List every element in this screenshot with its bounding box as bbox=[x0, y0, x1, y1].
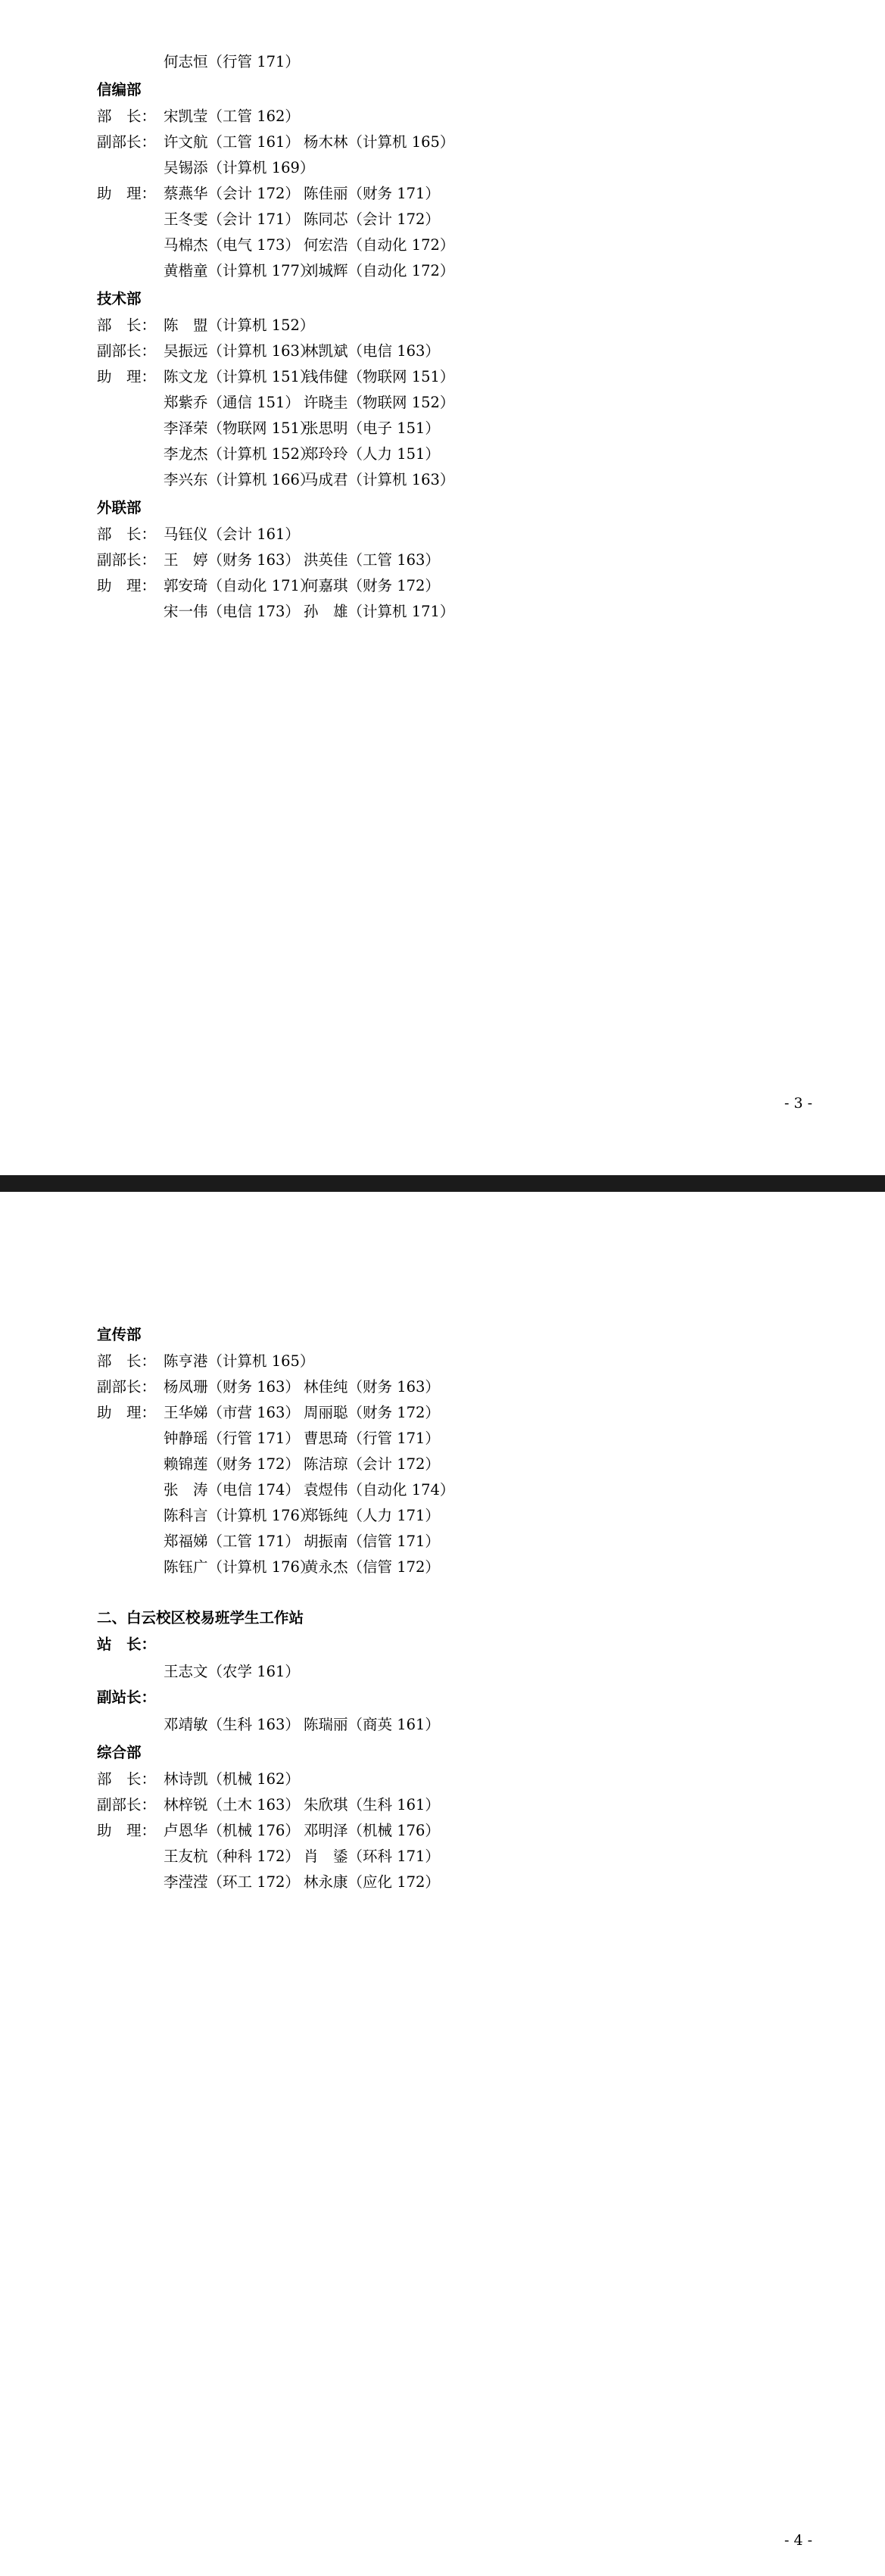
document-page-3 bbox=[0, 0, 885, 1175]
row-col1: 许文航（工管 161） bbox=[164, 133, 300, 151]
row-label: 部 长： bbox=[97, 108, 157, 125]
row-col2: 孙 雄（计算机 171） bbox=[304, 603, 455, 620]
roster-row bbox=[97, 1819, 812, 1845]
row-label: 副部长： bbox=[97, 342, 157, 360]
document-page-4 bbox=[0, 1192, 885, 2576]
row-label: 助 理： bbox=[97, 1822, 157, 1839]
row-col2: 林永康（应化 172） bbox=[304, 1873, 440, 1891]
row-col2: 肖 鋈（环科 171） bbox=[304, 1848, 440, 1865]
roster-row bbox=[97, 1555, 812, 1581]
roster-row bbox=[97, 1478, 812, 1504]
roster-row bbox=[97, 1660, 812, 1686]
row-label: 助 理： bbox=[97, 185, 157, 202]
row-col2: 刘城辉（自动化 172） bbox=[304, 262, 455, 279]
roster-row bbox=[97, 233, 812, 259]
row-col2: 马成君（计算机 163） bbox=[304, 471, 455, 488]
section-heading: 外联部 bbox=[97, 499, 142, 516]
roster-row bbox=[97, 1504, 812, 1530]
row-col1: 李龙杰（计算机 152） bbox=[164, 445, 315, 463]
section-heading-numbered: 二、白云校区校易班学生工作站 bbox=[97, 1609, 304, 1626]
row-col2: 曹思琦（行管 171） bbox=[304, 1430, 440, 1447]
row-col1: 陈科言（计算机 176） bbox=[164, 1507, 315, 1524]
page-separator bbox=[0, 1175, 885, 1192]
roster-row bbox=[97, 1452, 812, 1478]
roster-row-heading bbox=[97, 1633, 812, 1660]
row-col1: 宋一伟（电信 173） bbox=[164, 603, 300, 620]
roster-row bbox=[97, 1375, 812, 1401]
roster-row bbox=[97, 104, 812, 130]
row-col2: 郑玲玲（人力 151） bbox=[304, 445, 440, 463]
roster-row bbox=[97, 1530, 812, 1555]
row-col1: 林梓锐（土木 163） bbox=[164, 1796, 300, 1813]
row-col1: 张 涛（电信 174） bbox=[164, 1481, 300, 1499]
row-col2: 周丽聪（财务 172） bbox=[304, 1404, 440, 1421]
row-col1: 吴振远（计算机 163） bbox=[164, 342, 315, 360]
roster-row bbox=[97, 365, 812, 391]
roster-row bbox=[97, 600, 812, 625]
section-heading: 信编部 bbox=[97, 81, 142, 98]
row-label: 助 理： bbox=[97, 577, 157, 594]
roster-row bbox=[97, 313, 812, 339]
row-col2: 陈佳丽（财务 171） bbox=[304, 185, 440, 202]
row-col1: 卢恩华（机械 176） bbox=[164, 1822, 300, 1839]
row-col2: 袁煜伟（自动化 174） bbox=[304, 1481, 455, 1499]
row-col1: 吴锡添（计算机 169） bbox=[164, 159, 315, 176]
row-col1: 李滢滢（环工 172） bbox=[164, 1873, 300, 1891]
roster-row bbox=[97, 259, 812, 285]
row-col2: 何嘉琪（财务 172） bbox=[304, 577, 440, 594]
row-col1: 林诗凯（机械 162） bbox=[164, 1770, 300, 1788]
row-col2: 邓明泽（机械 176） bbox=[304, 1822, 440, 1839]
roster-row bbox=[97, 1349, 812, 1375]
roster-row bbox=[97, 1713, 812, 1739]
row-col1: 马钰仪（会计 161） bbox=[164, 525, 300, 543]
row-col2: 胡振南（信管 171） bbox=[304, 1533, 440, 1550]
row-col2: 黄永杰（信管 172） bbox=[304, 1558, 440, 1576]
row-col1: 蔡燕华（会计 172） bbox=[164, 185, 300, 202]
row-label: 部 长： bbox=[97, 317, 157, 334]
row-label: 站 长： bbox=[97, 1636, 157, 1653]
page-4-body bbox=[0, 1192, 885, 1896]
row-col1: 陈文龙（计算机 151） bbox=[164, 368, 315, 385]
row-label: 部 长： bbox=[97, 1352, 157, 1370]
roster-row bbox=[97, 1870, 812, 1896]
row-col2: 张思明（电子 151） bbox=[304, 419, 440, 437]
roster-row bbox=[97, 574, 812, 600]
row-col1: 李兴东（计算机 166） bbox=[164, 471, 315, 488]
roster-row bbox=[97, 1845, 812, 1870]
roster-row bbox=[97, 1793, 812, 1819]
row-col2: 陈洁琼（会计 172） bbox=[304, 1455, 440, 1473]
row-col2: 杨木林（计算机 165） bbox=[304, 133, 455, 151]
row-col1: 钟静瑶（行管 171） bbox=[164, 1430, 300, 1447]
page-number: - 4 - bbox=[784, 2532, 812, 2549]
row-label: 副部长： bbox=[97, 1796, 157, 1813]
row-col2: 林凯斌（电信 163） bbox=[304, 342, 440, 360]
row-col1: 郑福娣（工管 171） bbox=[164, 1533, 300, 1550]
page-3-body bbox=[0, 0, 885, 625]
row-col2: 朱欣琪（生科 161） bbox=[304, 1796, 440, 1813]
section-heading: 技术部 bbox=[97, 290, 142, 307]
row-col1: 郭安琦（自动化 171） bbox=[164, 577, 315, 594]
roster-row bbox=[97, 1401, 812, 1427]
section-heading: 宣传部 bbox=[97, 1326, 142, 1343]
row-col1: 李泽荣（物联网 151） bbox=[164, 419, 315, 437]
row-col1: 王友杭（种科 172） bbox=[164, 1848, 300, 1865]
roster-row bbox=[97, 339, 812, 365]
row-label: 部 长： bbox=[97, 1770, 157, 1788]
row-col2: 林佳纯（财务 163） bbox=[304, 1378, 440, 1396]
section-spacer bbox=[97, 1581, 812, 1604]
roster-row-heading bbox=[97, 1686, 812, 1713]
row-col1: 王 婷（财务 163） bbox=[164, 551, 300, 569]
row-col1: 陈亨港（计算机 165） bbox=[164, 1352, 315, 1370]
row-col2: 郑铄纯（人力 171） bbox=[304, 1507, 440, 1524]
row-label: 副部长： bbox=[97, 551, 157, 569]
row-col2: 许晓圭（物联网 152） bbox=[304, 394, 455, 411]
row-col1: 陈 盟（计算机 152） bbox=[164, 317, 315, 334]
row-col2: 陈瑞丽（商英 161） bbox=[304, 1716, 440, 1733]
roster-row bbox=[97, 522, 812, 548]
row-label: 部 长： bbox=[97, 525, 157, 543]
roster-row bbox=[97, 182, 812, 207]
row-col2: 何宏浩（自动化 172） bbox=[304, 236, 455, 254]
row-col2: 洪英佳（工管 163） bbox=[304, 551, 440, 569]
roster-row bbox=[97, 548, 812, 574]
row-col1: 赖锦莲（财务 172） bbox=[164, 1455, 300, 1473]
row-col1: 王冬雯（会计 171） bbox=[164, 211, 300, 228]
roster-row bbox=[97, 1767, 812, 1793]
row-col1: 宋凯莹（工管 162） bbox=[164, 108, 300, 125]
row-col1: 黄楷童（计算机 177） bbox=[164, 262, 315, 279]
row-label: 副站长： bbox=[97, 1689, 157, 1706]
row-col1: 邓靖敏（生科 163） bbox=[164, 1716, 300, 1733]
roster-row bbox=[97, 1427, 812, 1452]
row-col1: 王华娣（市营 163） bbox=[164, 1404, 300, 1421]
roster-row bbox=[97, 468, 812, 494]
row-label: 助 理： bbox=[97, 368, 157, 385]
roster-row bbox=[97, 50, 812, 76]
roster-row bbox=[97, 207, 812, 233]
row-col1: 陈钰广（计算机 176） bbox=[164, 1558, 315, 1576]
roster-row bbox=[97, 130, 812, 156]
row-label: 副部长： bbox=[97, 1378, 157, 1396]
row-label: 副部长： bbox=[97, 133, 157, 151]
roster-row bbox=[97, 442, 812, 468]
row-col1: 何志恒（行管 171） bbox=[164, 53, 300, 70]
row-col1: 郑紫乔（通信 151） bbox=[164, 394, 300, 411]
row-col1: 杨凤珊（财务 163） bbox=[164, 1378, 300, 1396]
row-col2: 钱伟健（物联网 151） bbox=[304, 368, 455, 385]
roster-row bbox=[97, 156, 812, 182]
row-col1: 王志文（农学 161） bbox=[164, 1663, 300, 1680]
row-col1: 马棉杰（电气 173） bbox=[164, 236, 300, 254]
section-heading: 综合部 bbox=[97, 1744, 142, 1761]
roster-row bbox=[97, 391, 812, 416]
row-label: 助 理： bbox=[97, 1404, 157, 1421]
row-col2: 陈同芯（会计 172） bbox=[304, 211, 440, 228]
page-number: - 3 - bbox=[784, 1095, 812, 1112]
roster-row bbox=[97, 416, 812, 442]
